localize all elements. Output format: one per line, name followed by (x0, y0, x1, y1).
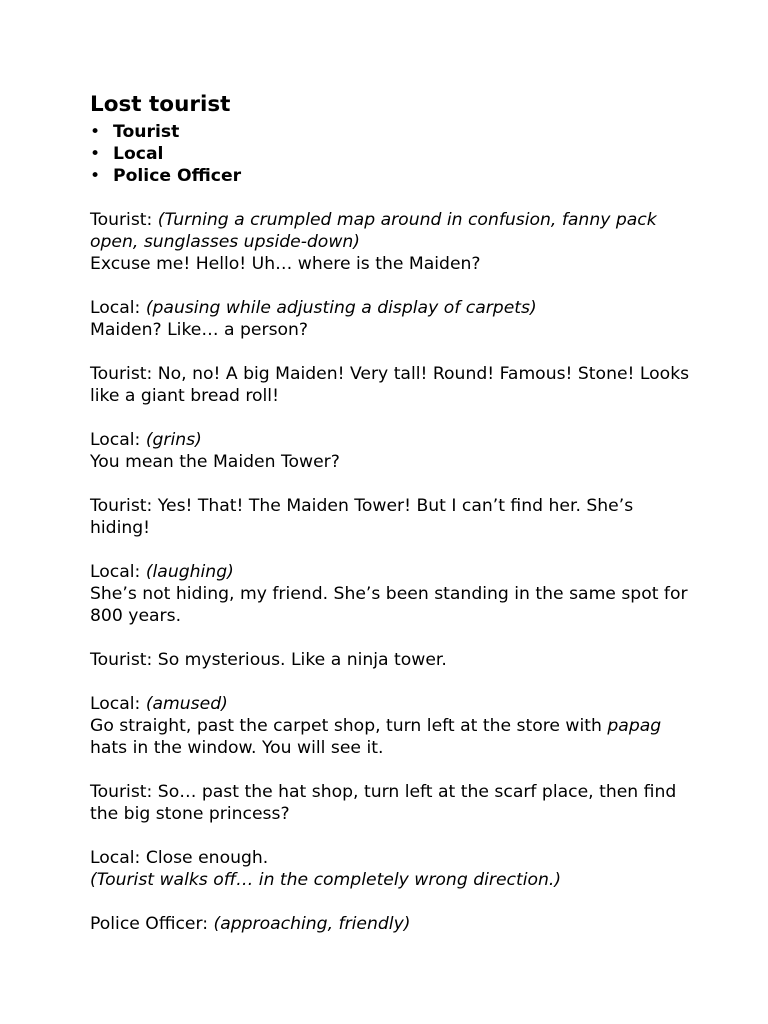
dialogue-block (90, 781, 690, 825)
cast-item: • Local (90, 144, 164, 164)
dialogue-text: Excuse me! Hello! Uh… where is the Maiden? (90, 254, 481, 274)
dialogue-text: Close enough. (145, 848, 269, 868)
speaker-name: Local: (90, 848, 141, 868)
stage-direction: (laughing) (145, 562, 234, 582)
cast-item: • Tourist (90, 122, 180, 142)
speaker-name: Local: (90, 430, 141, 450)
speaker-line (90, 649, 690, 671)
speaker-line (90, 209, 690, 253)
cast-list (90, 121, 690, 187)
speaker-line (90, 495, 690, 539)
stage-direction: (grins) (145, 430, 202, 450)
cast-item: • Police Officer (90, 166, 242, 186)
dialogue-block (90, 561, 690, 627)
speaker-name: Tourist: (90, 496, 153, 516)
speaker-name: Local: (90, 298, 141, 318)
document-page (90, 91, 690, 935)
dialogue-text: You mean the Maiden Tower? (90, 452, 340, 472)
dialogue-block (90, 649, 690, 671)
speaker-name: Local: (90, 694, 141, 714)
dialogue-block (90, 297, 690, 341)
dialogue-block (90, 429, 690, 473)
stage-direction: (Tourist walks off… in the completely wrong direction.) (90, 870, 562, 890)
dialogue-block (90, 495, 690, 539)
speaker-name: Tourist: (90, 650, 153, 670)
dialogue-text: Yes! That! The Maiden Tower! But I can’t find her. She’s hiding! (90, 496, 634, 538)
speaker-line (90, 429, 690, 451)
stage-direction: (amused) (145, 694, 228, 714)
dialogue-text: No, no! A big Maiden! Very tall! Round! Famous! Stone! Looks like a giant bread roll! (90, 364, 690, 406)
speaker-line (90, 847, 690, 869)
stage-direction: (approaching, friendly) (213, 914, 411, 934)
bullet-icon: • (90, 144, 101, 164)
stage-direction: (Turning a crumpled map around in confusion, fanny pack open, sunglasses upside-down) (90, 210, 657, 252)
speaker-line (90, 693, 690, 715)
speaker-line (90, 561, 690, 583)
dialogue-text: She’s not hiding, my friend. She’s been standing in the same spot for 800 years. (90, 584, 688, 626)
bullet-icon: • (90, 166, 101, 186)
dialogue-text: So mysterious. Like a ninja tower. (157, 650, 447, 670)
speaker-name: Police Officer: (90, 914, 209, 934)
dialogue-block (90, 363, 690, 407)
dialogue-block (90, 693, 690, 759)
dialogue-block (90, 847, 690, 891)
speaker-line (90, 913, 690, 935)
speaker-name: Local: (90, 562, 141, 582)
dialogue-block (90, 209, 690, 275)
dialogue-text: So… past the hat shop, turn left at the scarf place, then find the big stone princess? (90, 782, 677, 824)
stage-direction: (pausing while adjusting a display of carpets) (145, 298, 537, 318)
dialogue-text (90, 715, 690, 759)
dialogue-block (90, 913, 690, 935)
bullet-icon: • (90, 122, 101, 142)
speaker-name: Tourist: (90, 364, 153, 384)
dialogue-text: Maiden? Like… a person? (90, 320, 309, 340)
speaker-line (90, 297, 690, 319)
emphasized-word: papag (607, 716, 662, 736)
dialogue-text-part: hats in the window. You will see it. (90, 738, 384, 758)
document-title: Lost tourist (90, 92, 231, 117)
speaker-name: Tourist: (90, 782, 153, 802)
speaker-line (90, 781, 690, 825)
speaker-line (90, 363, 690, 407)
speaker-name: Tourist: (90, 210, 153, 230)
dialogue-text-part: Go straight, past the carpet shop, turn left at the store with (90, 716, 608, 736)
